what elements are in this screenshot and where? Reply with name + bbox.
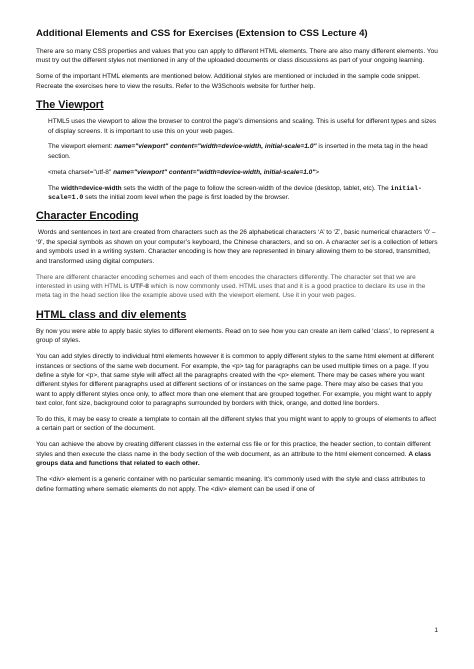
class-div-paragraph-5: The <div> element is a generic container with no particular semantic meaning. It’s commonly used with the style and class attributes to define formatting where sematic elements do not apply. The <div> element can be used if one of	[36, 476, 426, 493]
intro-paragraph-1: There are so many CSS properties and values that you can apply to different HTML elements. There are also many different elements. You must try out the different styles not mentioned in any of the uploaded documents or class discussions as part of your ongoing learning.	[36, 48, 438, 65]
class-div-paragraph-2: You can add styles directly to individual html elements however it is common to apply different styles to the same html element at different instances or sections of the same web document. For example, the <p> tag for paragraphs can be used multiple times on a page. If you define a style for <p>, that same style will affect all the paragraphs created with the <p> element. There may be cases where you want different styles for different paragraphs used at different sections of or instances on the same page. There may also be cases that you want to apply different styles once only, to affect more than one element that are grouped together. For example, you might want to apply text color, font size, background color to paragraphs surrounded by borders with thick, orange, and dotted line borders.	[36, 353, 434, 408]
encoding-paragraph-1: Words and sentences in text are created from characters such as the 26 alphabetical characters ‘A’ to ‘Z’, basic numerical characters ‘0’ – ‘9’, the special symbols as shown on your computer’s keyboard, the Chinese characters, and so on. A character set is a collection of letters and symbols used in a writing system. Character encoding is how they are represented in binary allowing them to be stored, transmitted, and transformed using digital computers.	[36, 229, 438, 265]
intro-paragraph-2: Some of the important HTML elements are mentioned below. Additional styles are mentioned or included in the sample code snippet. Recreate the exercises here to view the results. Refer to the W3Schools website for further help.	[36, 73, 421, 90]
class-div-heading: HTML class and div elements	[36, 308, 187, 321]
encoding-paragraph-2: There are different character encoding schemes and each of them encodes the characters differently. The character set that we are interested in using with HTML is UTF-8 which is now commonly used. HTML uses that and it is a good practice to declare its use in the meta tag in the head section like the example above used with the viewport element. Use it in your web pages.	[36, 273, 426, 300]
viewport-paragraph-2: The viewport element: name="viewport" content="width=device-width, initial-scale=1.0" is inserted in the meta tag in the head section.	[48, 143, 428, 160]
viewport-heading: The Viewport	[36, 99, 104, 112]
viewport-paragraph-1: HTML5 uses the viewport to allow the browser to control the page's dimensions and scaling. This is useful for different types and sizes of display screens. It is important to use this on your web pages.	[48, 118, 437, 135]
class-div-paragraph-4: You can achieve the above by creating different classes in the external css file or for this practice, the header section, to contain different styles and then execute the class name in the body section of the web document, as an attribute to the html element concerned. A class groups data and functions that related to each other.	[36, 441, 431, 468]
document-title: Additional Elements and CSS for Exercises (Extension to CSS Lecture 4)	[36, 28, 368, 39]
encoding-heading: Character Encoding	[36, 210, 139, 223]
page-number: 1	[434, 627, 438, 634]
viewport-paragraph-4: The width=device-width sets the width of the page to follow the screen-width of the device (desktop, tablet, etc). The initial-scale=1.0 sets the initial zoom level when the page is first loaded by the browser.	[48, 184, 422, 202]
class-div-paragraph-1: By now you were able to apply basic styles to different elements. Read on to see how you can create an item called ‘class’, to represent a group of styles.	[36, 327, 435, 345]
viewport-meta-example: <meta charset="utf-8" name="viewport" content="width=device-width, initial-scale=1.0">	[48, 168, 320, 176]
class-div-paragraph-3: To do this, it may be easy to create a template to contain all the different styles that you might want to apply to groups of elements to affect a certain part or section of the document.	[36, 416, 437, 433]
